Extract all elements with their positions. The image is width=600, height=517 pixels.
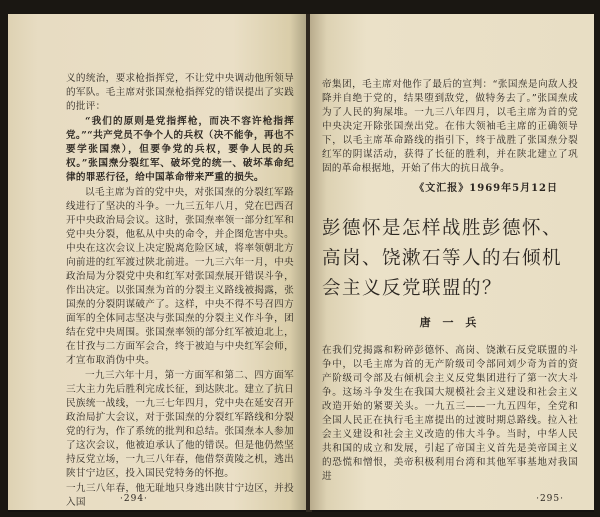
left-paragraph-1: 义的统治，要求枪指挥党，不让党中央调动他所领导的军队。毛主席对张国焘枪指挥党的错误提出了实践的批评： bbox=[66, 73, 294, 112]
left-page bbox=[8, 14, 308, 510]
left-paragraph-3: 以毛主席为首的党中央，对张国焘的分裂红军路线进行了坚决的斗争。一九三五年八月，党在巴西召开中央政治局会议。这时，张国焘率领一部分红军和党中央分裂，他私从中央的命令，并企图危害中央。中央在这次会议上决定脱离危险区域，将率领朝北方向前进的红军渡过陕北前进。一九三六年一月，中央政治局为分裂党中央和红军对张国焘展开错误斗争，作出决定。以张国焘为首的分裂主义路线被揭露，张国焘的分裂阴谋破产了。这样，中央不得不号召四方面军的全体同志坚决与张国焘的分裂主义作斗争，团结在党中央周围。张国焘率领的部分红军被迫北上，在甘孜与二方面军会合，终于被迫与中央红军会师，才宣布取消伪中央。 bbox=[66, 187, 294, 366]
left-paragraph-quote: “我们的原则是党指挥枪，而决不容许枪指挥党。”“共产党员不争个人的兵权（决不能争，再也不要学张国焘），但要争党的兵权，要争人民的兵权。”张国焘分裂红军、破坏党的统一、破坏革命纪律的罪恶行径，给中国革命带来严重的损失。 bbox=[66, 116, 294, 183]
source-citation: 《文汇报》1969年5月12日 bbox=[414, 183, 558, 194]
left-paragraph-5: 一九三八年春，他无耻地只身逃出陕甘宁边区，并投入国 bbox=[66, 483, 294, 508]
article-title: 彭德怀是怎样战胜彭德怀、高岗、饶漱石等人的右倾机会主义反党联盟的？ bbox=[322, 218, 563, 299]
left-page-number: ·294· bbox=[120, 494, 148, 504]
right-page bbox=[310, 14, 594, 510]
open-book bbox=[8, 14, 594, 512]
article-author: 唐 一 兵 bbox=[419, 316, 481, 329]
right-paragraph-1: 帝集团，毛主席对他作了最后的宣判：“张国焘是向敌人投降并自绝于党的，结果堕到敌党，做特务去了。”张国焘成为了人民的狗屎堆。一九三八年四月，以毛主席为首的党中央决定开除张国焘出党。在伟大领袖毛主席的正确领导下，以毛主席革命路线的指引下，终于战胜了张国焘分裂红军的阴谋活动，获得了长征的胜利，并在陕北建立了巩固的革命根据地，开始了伟大的抗日战争。 bbox=[322, 79, 578, 174]
article-paragraph-1: 在我们党揭露和粉碎彭德怀、高岗、饶漱石反党联盟的斗争中，以毛主席为首的无产阶级司令部同刘少奇为首的资产阶级司令部及右倾机会主义反党集团进行了第一次大斗争。这场斗争发生在我国大规模社会主义建设和社会主义改造开始的紧要关头。一九五三——一九五四年，全党和全国人民正在执行毛主席提出的过渡时期总路线。拉入社会主义建设和社会主义改造的伟大斗争。当时，中华人民共和国的成立和发展，引起了帝国主义首先是美帝国主义的恐慌和憎恨，美帝积极利用台湾和其他军事基地对我国进 bbox=[322, 345, 578, 482]
right-page-number: ·295· bbox=[536, 494, 564, 504]
left-paragraph-4: 一九三六年十月，第一方面军和第二、四方面军三大主力先后胜利完成长征，到达陕北。建立了抗日民族统一战线，一九三七年四月，党中央在延安召开政治局扩大会议，对于张国焘的分裂红军路线和分裂党的行为，作了系统的批判和总结。张国焘本人参加了这次会议，他被迫承认了他的错误。但是他仍然坚持反党立场，一九三八年春，他借祭黄陵之机，逃出陕甘宁边区，投入国民党特务的怀抱。 bbox=[66, 370, 294, 479]
